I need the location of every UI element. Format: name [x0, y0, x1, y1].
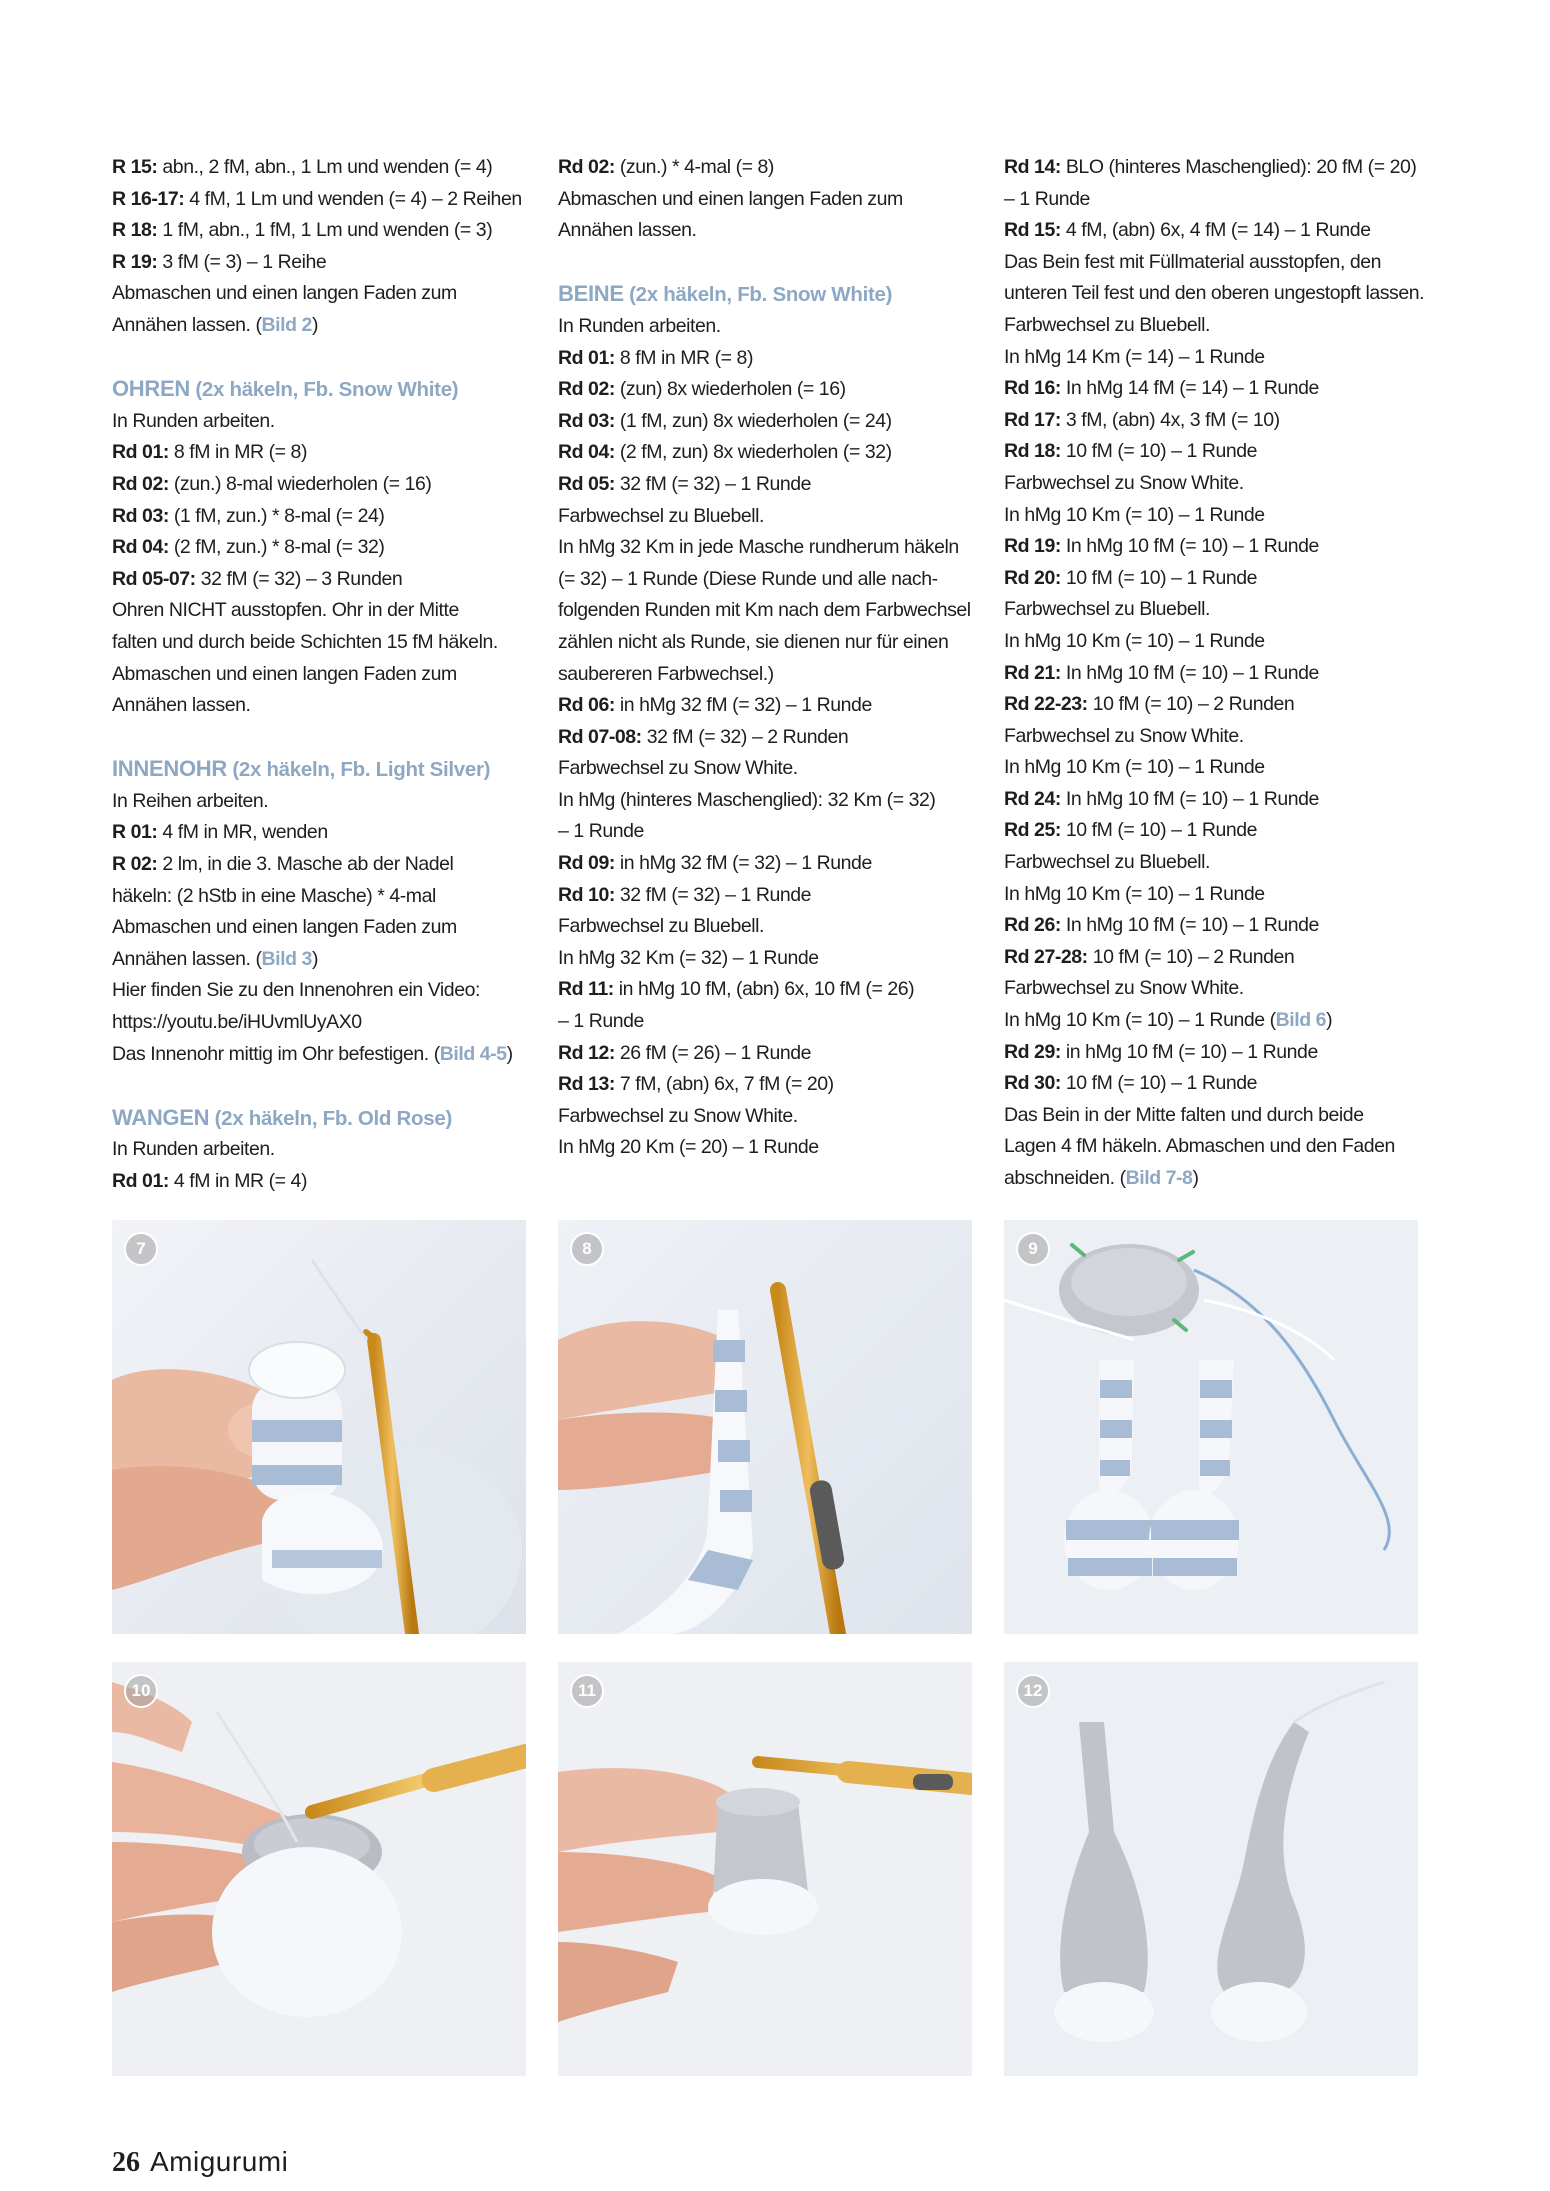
text-column-1	[112, 152, 528, 1198]
instruction-text: Farbwechsel zu Bluebell.	[1004, 598, 1210, 621]
row-label: R 01:	[112, 821, 158, 844]
instruction-line	[112, 627, 528, 659]
instruction-text: )	[311, 947, 318, 970]
page-number: 26	[112, 2147, 140, 2178]
row-label: R 02:	[112, 853, 158, 876]
instruction-line	[558, 564, 974, 596]
instruction-line	[1004, 752, 1420, 784]
instruction-line	[112, 278, 528, 310]
instruction-text: folgenden Runden mit Km nach dem Farbwechsel	[558, 599, 971, 622]
instruction-line	[112, 595, 528, 627]
instruction-text: In hMg 10 fM (= 10) – 1 Runde	[1060, 914, 1319, 937]
instruction-text: (zun) 8x wiederholen (= 16)	[614, 378, 846, 401]
paragraph-spacer	[112, 722, 528, 754]
row-label: Rd 02:	[112, 472, 169, 495]
photo-11-image	[558, 1662, 972, 2076]
instruction-line	[112, 501, 528, 533]
photo-8-image	[558, 1220, 972, 1634]
instruction-text: in hMg 10 fM, (abn) 6x, 10 fM (= 26)	[613, 978, 915, 1001]
instruction-text: (2 fM, zun) 8x wiederholen (= 32)	[614, 441, 892, 464]
instruction-text: In hMg 10 Km (= 10) – 1 Runde	[1004, 503, 1265, 526]
photo-8-number: 8	[570, 1232, 604, 1266]
row-label: Rd 03:	[558, 409, 615, 432]
instruction-line	[112, 406, 528, 438]
instruction-line	[112, 1166, 528, 1198]
instruction-line	[558, 753, 974, 785]
row-label: R 15:	[112, 156, 158, 178]
instruction-text: Farbwechsel zu Snow White.	[558, 757, 798, 780]
instruction-line	[112, 437, 528, 469]
instruction-line	[558, 816, 974, 848]
row-label: Rd 09:	[558, 852, 615, 875]
row-label: R 18:	[112, 219, 158, 242]
instruction-line	[558, 1069, 974, 1101]
row-label: Rd 10:	[558, 883, 615, 906]
instruction-line	[558, 1101, 974, 1133]
instruction-text: abschneiden. (	[1004, 1167, 1126, 1189]
instruction-text: )	[1326, 1009, 1333, 1032]
instruction-line	[558, 911, 974, 943]
instruction-line	[1004, 1005, 1420, 1037]
instruction-text: Annähen lassen.	[112, 694, 251, 717]
instruction-text: In hMg 10 Km (= 10) – 1 Runde (	[1004, 1009, 1276, 1032]
instruction-text: in hMg 10 fM (= 10) – 1 Runde	[1060, 1040, 1318, 1063]
row-label: R 16-17:	[112, 187, 185, 210]
instruction-text: 32 fM (= 32) – 2 Runden	[641, 725, 849, 748]
instruction-text: 4 fM, 1 Lm und wenden (= 4) – 2 Reihen	[184, 187, 522, 210]
instruction-text: Farbwechsel zu Bluebell.	[1004, 851, 1210, 874]
instruction-text: (1 fM, zun) 8x wiederholen (= 24)	[614, 409, 892, 432]
instruction-line	[112, 184, 528, 216]
row-label: Rd 01:	[558, 346, 615, 369]
instruction-text: (= 32) – 1 Runde (Diese Runde und alle nach-	[558, 567, 938, 590]
instruction-text: BLO (hinteres Maschenglied): 20 fM (= 20)	[1060, 156, 1417, 178]
instruction-text: abn., 2 fM, abn., 1 Lm und wenden (= 4)	[157, 156, 493, 178]
instruction-text: In hMg 14 Km (= 14) – 1 Runde	[1004, 345, 1265, 368]
image-reference: Bild 3	[261, 947, 312, 970]
instruction-line	[112, 215, 528, 247]
instruction-line	[558, 311, 974, 343]
instruction-line	[112, 881, 528, 913]
instruction-line	[1004, 973, 1420, 1005]
instruction-text: Lagen 4 fM häkeln. Abmaschen und den Faden	[1004, 1135, 1395, 1158]
instruction-text: Abmaschen und einen langen Faden zum	[112, 662, 457, 685]
instruction-line	[1004, 942, 1420, 974]
photo-9	[1004, 1220, 1418, 1634]
instruction-text: Farbwechsel zu Bluebell.	[558, 504, 764, 527]
instruction-line	[1004, 910, 1420, 942]
photo-7-image	[112, 1220, 526, 1634]
instruction-line	[1004, 531, 1420, 563]
photo-9-number: 9	[1016, 1232, 1050, 1266]
instruction-text: In hMg 10 fM (= 10) – 1 Runde	[1060, 787, 1319, 810]
instruction-text: in hMg 32 fM (= 32) – 1 Runde	[614, 694, 872, 717]
instruction-text: (2 fM, zun.) * 8-mal (= 32)	[168, 536, 385, 559]
instruction-line	[558, 627, 974, 659]
instruction-text: Farbwechsel zu Snow White.	[1004, 977, 1244, 1000]
instruction-line	[112, 912, 528, 944]
instruction-line	[558, 1038, 974, 1070]
instruction-line	[558, 974, 974, 1006]
row-label: R 19:	[112, 250, 158, 273]
row-label: Rd 22-23:	[1004, 693, 1088, 716]
section-heading-title: BEINE	[558, 281, 624, 307]
instruction-line	[558, 152, 974, 184]
text-column-3	[1004, 152, 1425, 1195]
instruction-text: In hMg 10 Km (= 10) – 1 Runde	[1004, 629, 1265, 652]
instruction-line	[1004, 721, 1420, 753]
instruction-line	[558, 1006, 974, 1038]
instruction-text: )	[506, 1042, 513, 1065]
instruction-text: 3 fM, (abn) 4x, 3 fM (= 10)	[1060, 408, 1280, 431]
instruction-text: 10 fM (= 10) – 1 Runde	[1060, 440, 1258, 463]
instruction-text: 7 fM, (abn) 6x, 7 fM (= 20)	[614, 1073, 834, 1096]
row-label: Rd 04:	[112, 536, 169, 559]
instruction-line	[1004, 1068, 1420, 1100]
instruction-text: Hier finden Sie zu den Innenohren ein Video:	[112, 979, 480, 1002]
instruction-text: In hMg 10 fM (= 10) – 1 Runde	[1060, 661, 1319, 684]
page-footer	[112, 2146, 288, 2179]
photo-11-number: 11	[570, 1674, 604, 1708]
instruction-line	[1004, 879, 1420, 911]
instruction-text: Das Innenohr mittig im Ohr befestigen. (	[112, 1042, 440, 1065]
instruction-line	[112, 310, 528, 342]
instruction-text: Farbwechsel zu Bluebell.	[558, 915, 764, 938]
instruction-line	[558, 501, 974, 533]
row-label: Rd 21:	[1004, 661, 1061, 684]
instruction-text: unteren Teil fest und den oberen ungestopft lassen.	[1004, 282, 1425, 305]
instruction-line	[112, 564, 528, 596]
instruction-text: In hMg 20 Km (= 20) – 1 Runde	[558, 1136, 819, 1159]
instruction-line	[558, 943, 974, 975]
instruction-line	[558, 848, 974, 880]
instruction-text: 2 lm, in die 3. Masche ab der Nadel	[157, 853, 454, 876]
instruction-text: 4 fM in MR (= 4)	[168, 1170, 307, 1192]
instruction-line	[558, 880, 974, 912]
instruction-line	[558, 437, 974, 469]
row-label: Rd 11:	[558, 978, 614, 1001]
row-label: Rd 19:	[1004, 535, 1061, 558]
row-label: Rd 24:	[1004, 787, 1061, 810]
section-heading-subtitle: (2x häkeln, Fb. Old Rose)	[209, 1106, 453, 1130]
instruction-line	[558, 722, 974, 754]
instruction-text: Das Bein in der Mitte falten und durch beide	[1004, 1103, 1364, 1126]
instruction-line	[1004, 1163, 1420, 1195]
instruction-text: Annähen lassen. (	[112, 313, 262, 336]
photo-7	[112, 1220, 526, 1634]
instruction-text: In Runden arbeiten.	[558, 314, 721, 337]
instruction-text: In Runden arbeiten.	[112, 409, 275, 432]
row-label: Rd 06:	[558, 694, 615, 717]
instruction-text: zählen nicht als Runde, sie dienen nur für einen	[558, 630, 949, 653]
instruction-line	[1004, 689, 1420, 721]
instruction-line	[558, 406, 974, 438]
section-heading-title: INNENOHR	[112, 756, 227, 782]
instruction-line	[1004, 215, 1420, 247]
instruction-line	[112, 1039, 528, 1071]
photo-12	[1004, 1662, 1418, 2076]
instruction-line	[112, 247, 528, 279]
instruction-line	[112, 152, 528, 184]
paragraph-spacer	[112, 1070, 528, 1102]
photo-12-number: 12	[1016, 1674, 1050, 1708]
image-reference: Bild 6	[1275, 1009, 1327, 1032]
instruction-text: )	[311, 313, 318, 336]
text-column-2	[558, 152, 974, 1164]
instruction-text: 10 fM (= 10) – 1 Runde	[1060, 819, 1258, 842]
instruction-line	[112, 817, 528, 849]
row-label: Rd 05:	[558, 472, 615, 495]
row-label: Rd 18:	[1004, 440, 1061, 463]
section-heading-subtitle: (2x häkeln, Fb. Light Silver)	[226, 758, 491, 782]
instruction-line	[1004, 815, 1420, 847]
instruction-line	[112, 849, 528, 881]
instruction-line	[1004, 658, 1420, 690]
section-heading-title: OHREN	[112, 376, 190, 402]
row-label: Rd 12:	[558, 1041, 615, 1064]
row-label: Rd 29:	[1004, 1040, 1061, 1063]
instruction-text: In Reihen arbeiten.	[112, 789, 269, 812]
instruction-line	[1004, 626, 1420, 658]
instruction-text: saubereren Farbwechsel.)	[558, 662, 774, 685]
instruction-line	[1004, 342, 1420, 374]
instruction-text: Abmaschen und einen langen Faden zum	[558, 187, 903, 210]
instruction-text: Abmaschen und einen langen Faden zum	[112, 916, 457, 939]
row-label: Rd 02:	[558, 156, 615, 178]
instruction-line	[558, 374, 974, 406]
magazine-name: Amigurumi	[150, 2146, 289, 2177]
row-label: Rd 27-28:	[1004, 945, 1088, 968]
row-label: Rd 04:	[558, 441, 615, 464]
instruction-line	[558, 595, 974, 627]
instruction-line	[1004, 247, 1420, 279]
instruction-line	[1004, 563, 1420, 595]
paragraph-spacer	[558, 247, 974, 279]
instruction-line	[1004, 784, 1420, 816]
row-label: Rd 14:	[1004, 156, 1061, 178]
instruction-text: Farbwechsel zu Bluebell.	[1004, 313, 1210, 336]
instruction-line	[112, 1134, 528, 1166]
row-label: Rd 01:	[112, 441, 169, 464]
image-reference: Bild 7-8	[1125, 1167, 1193, 1189]
instruction-text: 10 fM (= 10) – 1 Runde	[1060, 1072, 1258, 1095]
instruction-line	[112, 532, 528, 564]
instruction-text: 26 fM (= 26) – 1 Runde	[614, 1041, 812, 1064]
photo-12-image	[1004, 1662, 1418, 2076]
image-reference: Bild 2	[261, 313, 312, 336]
instruction-text: https://youtu.be/iHUvmlUyAX0	[112, 1011, 362, 1034]
row-label: Rd 16:	[1004, 377, 1061, 400]
instruction-line	[112, 690, 528, 722]
instruction-text: In hMg 10 fM (= 10) – 1 Runde	[1060, 535, 1319, 558]
instruction-text: 10 fM (= 10) – 2 Runden	[1087, 693, 1295, 716]
instruction-line	[1004, 373, 1420, 405]
instruction-line	[1004, 1037, 1420, 1069]
instruction-text: In hMg 14 fM (= 14) – 1 Runde	[1060, 377, 1319, 400]
instruction-line	[1004, 594, 1420, 626]
instruction-text: 32 fM (= 32) – 1 Runde	[614, 883, 812, 906]
instruction-text: )	[1192, 1167, 1199, 1189]
instruction-text: In hMg 32 Km (= 32) – 1 Runde	[558, 946, 819, 969]
instruction-line	[1004, 184, 1420, 216]
instruction-line	[558, 785, 974, 817]
photo-10	[112, 1662, 526, 2076]
section-heading	[112, 1102, 528, 1135]
row-label: Rd 20:	[1004, 566, 1061, 589]
instruction-text: 32 fM (= 32) – 1 Runde	[614, 472, 812, 495]
instruction-line	[112, 786, 528, 818]
photo-8	[558, 1220, 972, 1634]
instruction-line	[558, 690, 974, 722]
photo-9-image	[1004, 1220, 1418, 1634]
row-label: Rd 13:	[558, 1073, 615, 1096]
instruction-text: (zun.) 8-mal wiederholen (= 16)	[168, 472, 432, 495]
instruction-text: – 1 Runde	[558, 820, 644, 843]
photo-10-image	[112, 1662, 526, 2076]
instruction-text: 4 fM in MR, wenden	[157, 821, 328, 844]
instruction-text: Das Bein fest mit Füllmaterial ausstopfen, den	[1004, 250, 1382, 273]
instruction-line	[558, 659, 974, 691]
section-heading	[112, 373, 528, 406]
section-heading	[112, 753, 528, 786]
instruction-line	[112, 1007, 528, 1039]
instruction-text: 8 fM in MR (= 8)	[614, 346, 753, 369]
instruction-text: Farbwechsel zu Snow White.	[558, 1104, 798, 1127]
instruction-text: In hMg (hinteres Maschenglied): 32 Km (= 32)	[558, 788, 936, 811]
instruction-line	[1004, 1100, 1420, 1132]
instruction-line	[558, 1132, 974, 1164]
section-heading	[558, 278, 974, 311]
instruction-text: 32 fM (= 32) – 3 Runden	[195, 567, 403, 590]
instruction-line	[558, 532, 974, 564]
section-heading-subtitle: (2x häkeln, Fb. Snow White)	[189, 378, 459, 402]
instruction-text: In hMg 32 Km in jede Masche rundherum häkeln	[558, 536, 959, 559]
row-label: Rd 25:	[1004, 819, 1061, 842]
instruction-text: (zun.) * 4-mal (= 8)	[614, 156, 774, 178]
instruction-text: Farbwechsel zu Snow White.	[1004, 471, 1244, 494]
instruction-text: 4 fM, (abn) 6x, 4 fM (= 14) – 1 Runde	[1060, 219, 1371, 242]
instruction-text: Abmaschen und einen langen Faden zum	[112, 282, 457, 305]
instruction-text: Annähen lassen. (	[112, 947, 262, 970]
instruction-line	[1004, 1131, 1420, 1163]
row-label: Rd 26:	[1004, 914, 1061, 937]
photo-10-number: 10	[124, 1674, 158, 1708]
instruction-text: Annähen lassen.	[558, 219, 697, 242]
row-label: Rd 03:	[112, 504, 169, 527]
instruction-text: 10 fM (= 10) – 2 Runden	[1087, 945, 1295, 968]
instruction-text: In hMg 10 Km (= 10) – 1 Runde	[1004, 756, 1265, 779]
row-label: Rd 07-08:	[558, 725, 642, 748]
instruction-text: in hMg 32 fM (= 32) – 1 Runde	[614, 852, 872, 875]
instruction-text: – 1 Runde	[1004, 187, 1090, 210]
instruction-text: (1 fM, zun.) * 8-mal (= 24)	[168, 504, 385, 527]
instruction-line	[112, 944, 528, 976]
instruction-text: In hMg 10 Km (= 10) – 1 Runde	[1004, 882, 1265, 905]
instruction-line	[1004, 847, 1420, 879]
section-heading-title: WANGEN	[112, 1104, 210, 1130]
instruction-line	[112, 975, 528, 1007]
section-heading-subtitle: (2x häkeln, Fb. Snow White)	[623, 283, 893, 307]
row-label: Rd 02:	[558, 378, 615, 401]
row-label: Rd 30:	[1004, 1072, 1061, 1095]
instruction-line	[1004, 468, 1420, 500]
instruction-line	[1004, 310, 1420, 342]
instruction-text: 3 fM (= 3) – 1 Reihe	[157, 250, 327, 273]
row-label: Rd 15:	[1004, 219, 1061, 242]
row-label: Rd 01:	[112, 1170, 169, 1192]
instruction-line	[558, 215, 974, 247]
instruction-line	[1004, 500, 1420, 532]
instruction-line	[1004, 436, 1420, 468]
instruction-text: Farbwechsel zu Snow White.	[1004, 724, 1244, 747]
instruction-line	[1004, 278, 1425, 310]
instruction-line	[112, 659, 528, 691]
instruction-text: 10 fM (= 10) – 1 Runde	[1060, 566, 1258, 589]
row-label: Rd 05-07:	[112, 567, 196, 590]
image-reference: Bild 4-5	[439, 1042, 507, 1065]
instruction-text: häkeln: (2 hStb in eine Masche) * 4-mal	[112, 884, 436, 907]
instruction-text: – 1 Runde	[558, 1010, 644, 1033]
instruction-text: In Runden arbeiten.	[112, 1138, 275, 1161]
instruction-text: 8 fM in MR (= 8)	[168, 441, 307, 464]
instruction-text: 1 fM, abn., 1 fM, 1 Lm und wenden (= 3)	[157, 219, 493, 242]
instruction-text: falten und durch beide Schichten 15 fM häkeln.	[112, 630, 498, 653]
instruction-line	[558, 184, 974, 216]
photo-11	[558, 1662, 972, 2076]
instruction-text: Ohren NICHT ausstopfen. Ohr in der Mitte	[112, 599, 459, 622]
instruction-line	[558, 343, 974, 375]
instruction-line	[558, 469, 974, 501]
instruction-line	[1004, 152, 1420, 184]
row-label: Rd 17:	[1004, 408, 1061, 431]
instruction-line	[112, 469, 528, 501]
photo-7-number: 7	[124, 1232, 158, 1266]
instruction-line	[1004, 405, 1420, 437]
paragraph-spacer	[112, 342, 528, 374]
